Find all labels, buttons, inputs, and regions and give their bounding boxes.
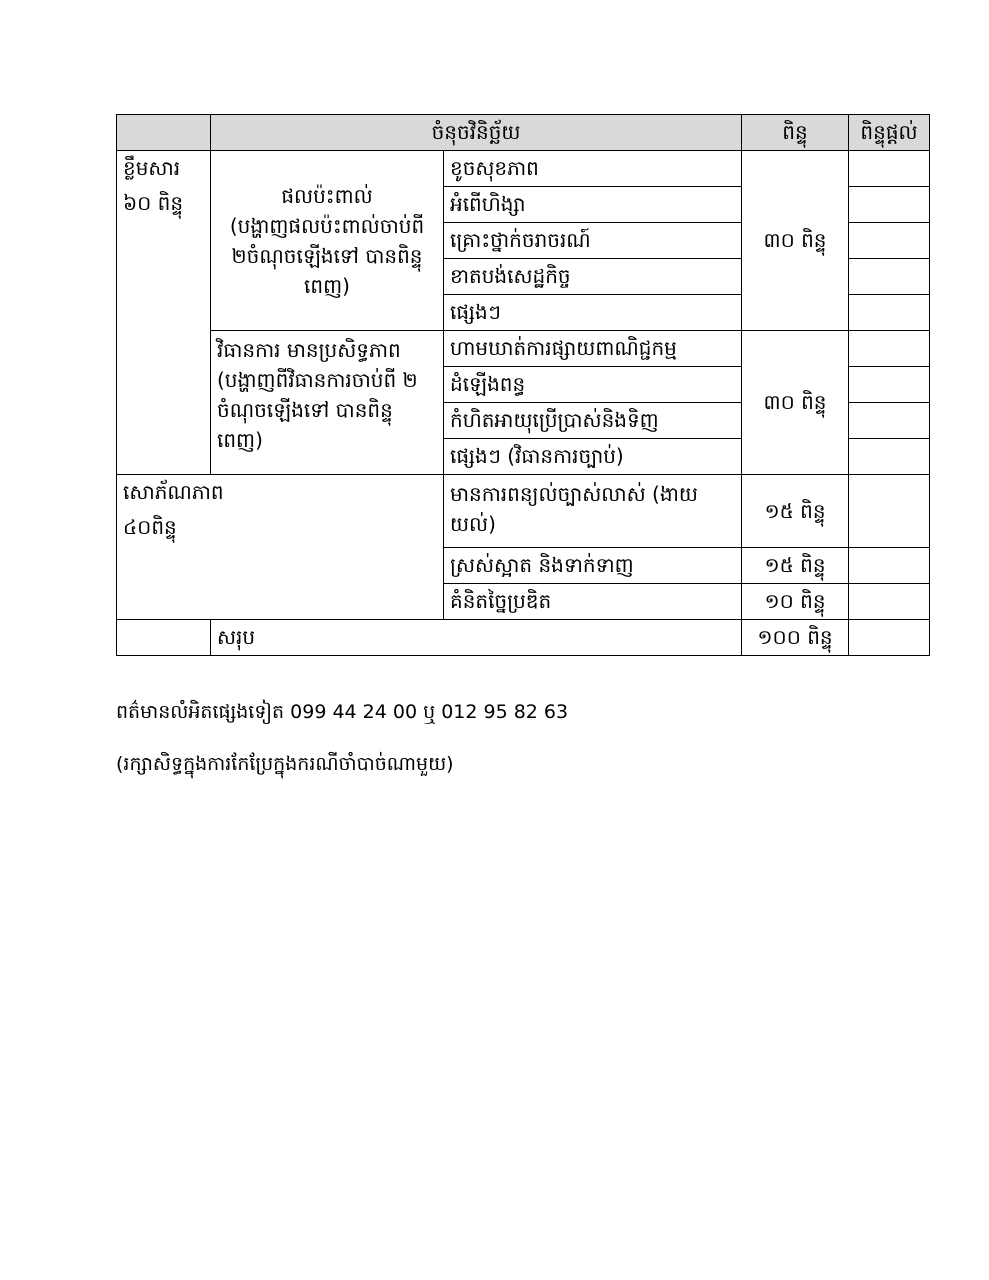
score-entry-cell bbox=[849, 151, 930, 187]
table-row bbox=[117, 475, 930, 548]
score-entry-cell bbox=[849, 475, 930, 548]
score-entry-cell bbox=[849, 187, 930, 223]
scoring-rubric-table bbox=[116, 114, 930, 656]
score-entry-cell bbox=[849, 295, 930, 331]
impact-item: ខូចសុខភាព bbox=[444, 151, 742, 187]
content-points-label: ៦០ ពិន្ទុ bbox=[123, 191, 184, 215]
header-row bbox=[117, 115, 930, 151]
aesthetics-item: គំនិតច្នៃប្រឌិត bbox=[444, 584, 742, 620]
aesthetics-points-label: ៤០ពិន្ទុ bbox=[123, 515, 177, 539]
content-label: ខ្លឹមសារ bbox=[123, 156, 181, 180]
total-label: សរុប bbox=[211, 620, 742, 656]
impact-item: ខាតបង់សេដ្ឋកិច្ច bbox=[444, 259, 742, 295]
measures-group-cell bbox=[211, 331, 444, 475]
measures-item: កំហិតអាយុប្រើប្រាស់និងទិញ bbox=[444, 403, 742, 439]
aesthetics-item: ស្រស់ស្អាត និងទាក់ទាញ bbox=[444, 548, 742, 584]
aesthetics-item-points: ១៥ ពិន្ទុ bbox=[742, 548, 849, 584]
measures-item: ដំឡើងពន្ធ bbox=[444, 367, 742, 403]
impact-points: ៣០ ពិន្ទុ bbox=[742, 151, 849, 331]
content-section-label bbox=[117, 151, 211, 475]
impact-description: (បង្ហាញផលប៉ះពាល់ចាប់ពី ២ចំណុចឡើងទៅ បានពិន្ទុពេញ) bbox=[229, 213, 425, 298]
score-entry-cell bbox=[849, 259, 930, 295]
measures-description: (បង្ហាញពីវិធានការចាប់ពី ២ ចំណុចឡើងទៅ បានពិន្ទុពេញ) bbox=[217, 368, 418, 452]
score-entry-cell bbox=[849, 439, 930, 475]
measures-item: ផ្សេងៗ (វិធានការច្បាប់) bbox=[444, 439, 742, 475]
score-entry-cell bbox=[849, 548, 930, 584]
table-row bbox=[117, 331, 930, 367]
contact-note: ពត៌មានលំអិតផ្សេងទៀត 099 44 24 00 ឬ 012 95 82 63 bbox=[116, 701, 569, 723]
impact-item: គ្រោះថ្នាក់ចរាចរណ៍ bbox=[444, 223, 742, 259]
score-entry-cell bbox=[849, 223, 930, 259]
measures-title: វិធានការ មានប្រសិទ្ធភាព bbox=[217, 338, 401, 362]
aesthetics-section-label bbox=[117, 475, 444, 620]
impact-item: អំពើហិង្សា bbox=[444, 187, 742, 223]
score-entry-cell bbox=[849, 403, 930, 439]
aesthetics-item: មានការពន្យល់ច្បាស់លាស់ (ងាយយល់) bbox=[444, 475, 742, 548]
impact-item: ផ្សេងៗ bbox=[444, 295, 742, 331]
aesthetics-label: សោភ័ណភាព bbox=[123, 480, 224, 504]
header-criteria: ចំនុចវិនិច្ឆ័យ bbox=[211, 115, 742, 151]
header-blank bbox=[117, 115, 211, 151]
total-blank-cell bbox=[117, 620, 211, 656]
impact-title: ផលប៉ះពាល់ bbox=[281, 183, 373, 208]
score-entry-cell bbox=[849, 331, 930, 367]
rights-note: (រក្សាសិទ្ធក្នុងការកែប្រែក្នុងករណីចាំបាច់ណាមួយ) bbox=[116, 753, 454, 775]
measures-item: ហាមឃាត់ការផ្សាយពាណិជ្ជកម្ម bbox=[444, 331, 742, 367]
aesthetics-item-points: ១៥ ពិន្ទុ bbox=[742, 475, 849, 548]
total-row bbox=[117, 620, 930, 656]
score-entry-cell bbox=[849, 367, 930, 403]
measures-points: ៣០ ពិន្ទុ bbox=[742, 331, 849, 475]
score-entry-cell bbox=[849, 584, 930, 620]
impact-group-cell bbox=[211, 151, 444, 331]
table-row bbox=[117, 151, 930, 187]
header-given-points: ពិន្ទុផ្តល់ bbox=[849, 115, 930, 151]
aesthetics-item-points: ១០ ពិន្ទុ bbox=[742, 584, 849, 620]
score-entry-cell bbox=[849, 620, 930, 656]
total-points: ១០០ ពិន្ទុ bbox=[742, 620, 849, 656]
header-points: ពិន្ទុ bbox=[742, 115, 849, 151]
